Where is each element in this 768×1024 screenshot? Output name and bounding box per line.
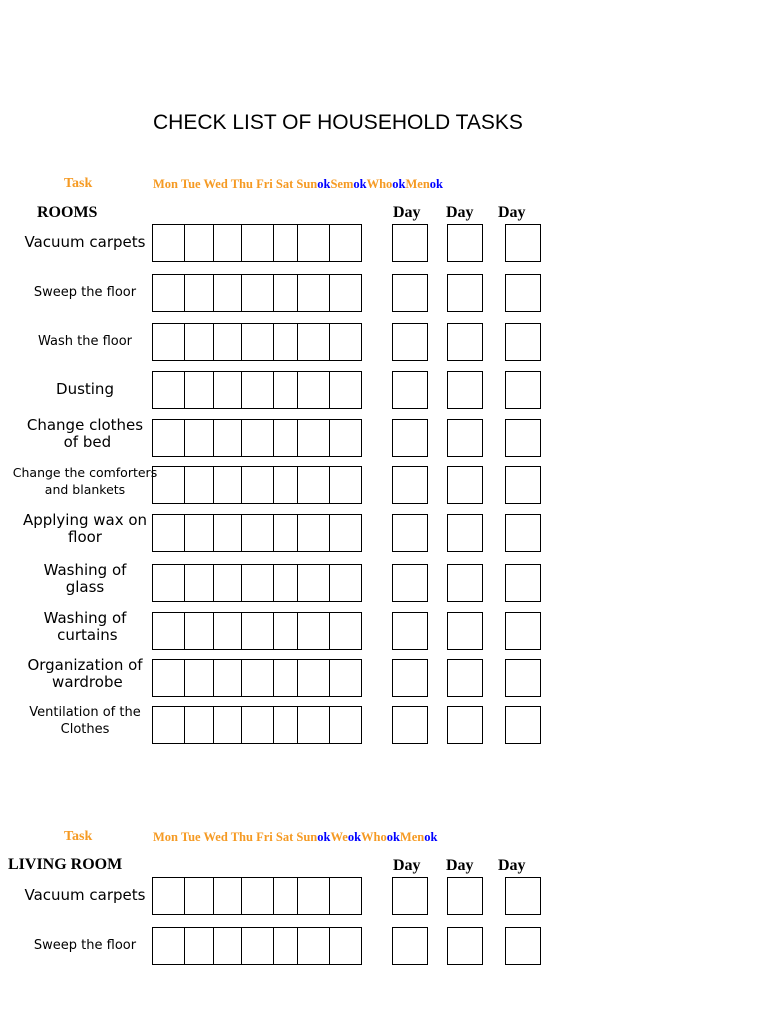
weekday-checkbox[interactable] [273, 225, 274, 261]
weekday-checkbox-grid [152, 224, 362, 262]
weekday-checkbox[interactable] [241, 707, 242, 743]
task-label [10, 704, 160, 738]
day-checkbox[interactable] [392, 371, 428, 409]
day-checkbox[interactable] [447, 514, 483, 552]
weekday-checkbox[interactable] [184, 372, 185, 408]
weekday-checkbox[interactable] [184, 707, 185, 743]
weekday-header-part: ok [424, 830, 438, 844]
weekday-checkbox-grid [152, 564, 362, 602]
task-label-line: Washing of [43, 561, 127, 579]
weekday-checkbox[interactable] [184, 878, 185, 914]
task-label-line: Washing of [43, 609, 127, 627]
weekday-header-part: Sat [275, 830, 297, 844]
task-label-line: Applying wax on [22, 511, 148, 529]
weekday-checkbox-grid [152, 323, 362, 361]
weekday-checkbox[interactable] [241, 420, 242, 456]
day-checkbox[interactable] [505, 224, 541, 262]
weekday-checkbox[interactable] [241, 324, 242, 360]
day-checkbox[interactable] [447, 224, 483, 262]
weekday-checkbox[interactable] [213, 324, 214, 360]
weekday-checkbox[interactable] [184, 420, 185, 456]
weekday-header-part: Fri [256, 830, 276, 844]
weekday-checkbox[interactable] [273, 707, 274, 743]
weekday-header-part: ok [347, 830, 362, 844]
day-checkbox[interactable] [392, 514, 428, 552]
weekday-checkbox[interactable] [273, 613, 274, 649]
weekday-checkbox[interactable] [273, 275, 274, 311]
day-checkbox[interactable] [447, 323, 483, 361]
weekday-checkbox[interactable] [329, 372, 330, 408]
page-title: CHECK LIST OF HOUSEHOLD TASKS [153, 111, 523, 134]
day-checkbox[interactable] [505, 927, 541, 965]
weekday-checkbox-grid [152, 514, 362, 552]
weekday-header-part: Sun [296, 830, 318, 844]
day-checkbox[interactable] [505, 564, 541, 602]
day-checkbox[interactable] [447, 612, 483, 650]
weekday-checkbox[interactable] [329, 613, 330, 649]
task-label-line: of bed [58, 433, 112, 451]
weekday-checkbox[interactable] [329, 324, 330, 360]
weekday-checkbox[interactable] [241, 565, 242, 601]
weekday-checkbox[interactable] [297, 928, 298, 964]
weekday-checkbox[interactable] [273, 515, 274, 551]
weekday-header-part: ok [386, 830, 400, 844]
task-label-line: Sweep the floor [33, 938, 137, 953]
day-column-label: Day [446, 204, 474, 221]
task-label [10, 284, 160, 301]
weekday-checkbox-grid [152, 706, 362, 744]
weekday-checkbox[interactable] [213, 275, 214, 311]
day-checkbox[interactable] [392, 927, 428, 965]
day-checkbox[interactable] [447, 659, 483, 697]
weekday-checkbox[interactable] [184, 660, 185, 696]
weekday-checkbox[interactable] [213, 467, 214, 503]
task-label-line: Ventilation of the [29, 705, 141, 720]
task-label-line: Change clothes [26, 416, 144, 434]
day-checkbox[interactable] [392, 706, 428, 744]
day-checkbox[interactable] [447, 274, 483, 312]
day-checkbox[interactable] [505, 466, 541, 504]
weekday-checkbox[interactable] [213, 372, 214, 408]
weekday-checkbox[interactable] [329, 275, 330, 311]
weekday-checkbox[interactable] [184, 324, 185, 360]
weekday-header-part: Sem [330, 177, 354, 191]
task-label [10, 512, 160, 546]
weekday-checkbox[interactable] [241, 928, 242, 964]
weekday-checkbox[interactable] [273, 878, 274, 914]
weekday-checkbox[interactable] [213, 613, 214, 649]
weekday-checkbox[interactable] [213, 928, 214, 964]
weekday-header-part: ok [392, 177, 406, 191]
weekday-checkbox[interactable] [213, 878, 214, 914]
weekday-checkbox[interactable] [241, 613, 242, 649]
weekday-checkbox[interactable] [213, 565, 214, 601]
weekday-checkbox[interactable] [241, 878, 242, 914]
weekday-checkbox[interactable] [241, 225, 242, 261]
weekday-checkbox[interactable] [297, 565, 298, 601]
day-checkbox[interactable] [505, 371, 541, 409]
weekday-header-part: ok [317, 177, 331, 191]
weekday-checkbox[interactable] [184, 565, 185, 601]
weekday-checkbox[interactable] [213, 225, 214, 261]
weekday-checkbox[interactable] [273, 565, 274, 601]
weekday-checkbox[interactable] [297, 707, 298, 743]
day-checkbox[interactable] [392, 659, 428, 697]
task-label [10, 234, 160, 251]
weekday-checkbox-grid [152, 371, 362, 409]
task-label [10, 333, 160, 350]
task-label-line: curtains [52, 626, 118, 644]
weekday-header-part: Men [399, 830, 425, 844]
day-checkbox[interactable] [392, 274, 428, 312]
task-label [10, 610, 160, 644]
weekday-checkbox[interactable] [297, 878, 298, 914]
weekday-checkbox[interactable] [241, 275, 242, 311]
weekday-checkbox[interactable] [241, 467, 242, 503]
weekday-checkbox[interactable] [329, 420, 330, 456]
weekday-header-part: Thu [230, 830, 257, 844]
weekday-header-part: Mon [153, 830, 181, 844]
day-checkbox[interactable] [392, 224, 428, 262]
task-label-line: Vacuum carpets [24, 886, 146, 904]
weekday-checkbox[interactable] [329, 707, 330, 743]
weekday-checkbox[interactable] [184, 467, 185, 503]
weekday-checkbox[interactable] [273, 372, 274, 408]
weekday-checkbox[interactable] [184, 225, 185, 261]
weekday-checkbox-grid [152, 612, 362, 650]
weekday-checkbox[interactable] [297, 613, 298, 649]
task-label-line: Sweep the floor [33, 285, 137, 300]
weekday-checkbox[interactable] [213, 420, 214, 456]
weekday-checkbox[interactable] [329, 565, 330, 601]
task-label-line: wardrobe [47, 673, 123, 691]
weekday-header-part: ok [429, 177, 443, 191]
weekday-checkbox[interactable] [213, 515, 214, 551]
day-checkbox[interactable] [447, 706, 483, 744]
task-label-line: glass [65, 578, 105, 596]
weekday-checkbox[interactable] [241, 515, 242, 551]
weekday-checkbox[interactable] [241, 660, 242, 696]
weekday-checkbox[interactable] [297, 324, 298, 360]
weekday-checkbox[interactable] [297, 660, 298, 696]
weekday-header-part: Who [361, 830, 387, 844]
weekday-checkbox[interactable] [273, 324, 274, 360]
day-checkbox[interactable] [505, 659, 541, 697]
weekday-header-part: Wed [203, 177, 231, 191]
weekday-checkbox[interactable] [213, 660, 214, 696]
weekday-checkbox[interactable] [297, 515, 298, 551]
day-checkbox[interactable] [392, 564, 428, 602]
day-checkbox[interactable] [392, 466, 428, 504]
task-label [10, 417, 160, 451]
weekday-checkbox[interactable] [184, 515, 185, 551]
weekday-header-part: Thu [230, 177, 257, 191]
task-label-line: Clothes [60, 722, 110, 737]
day-checkbox[interactable] [447, 466, 483, 504]
day-checkbox[interactable] [505, 877, 541, 915]
task-label-line: and blankets [44, 482, 126, 497]
day-checkbox[interactable] [392, 877, 428, 915]
weekday-checkbox[interactable] [273, 467, 274, 503]
weekday-checkbox[interactable] [241, 372, 242, 408]
day-checkbox[interactable] [392, 419, 428, 457]
weekday-checkbox[interactable] [213, 707, 214, 743]
task-column-header: Task [64, 829, 93, 844]
weekday-checkbox-grid [152, 466, 362, 504]
weekday-header-part: Tue [180, 177, 204, 191]
weekday-checkbox[interactable] [184, 928, 185, 964]
weekday-checkbox[interactable] [297, 372, 298, 408]
day-column-label: Day [498, 204, 526, 221]
section-title: LIVING ROOM [8, 856, 123, 873]
weekday-header-part: Who [366, 177, 393, 191]
task-label-line: Organization of [27, 656, 143, 674]
day-checkbox[interactable] [447, 371, 483, 409]
weekday-checkbox[interactable] [273, 420, 274, 456]
day-column-label: Day [498, 857, 526, 874]
weekday-checkbox[interactable] [329, 660, 330, 696]
day-checkbox[interactable] [505, 706, 541, 744]
weekday-checkbox[interactable] [273, 660, 274, 696]
day-checkbox[interactable] [447, 564, 483, 602]
section-title: ROOMS [37, 204, 98, 221]
day-checkbox[interactable] [447, 927, 483, 965]
task-label [10, 657, 160, 691]
weekday-checkbox[interactable] [184, 275, 185, 311]
weekday-checkbox[interactable] [297, 467, 298, 503]
weekday-header-part: Men [405, 177, 430, 191]
task-label [10, 562, 160, 596]
weekday-checkbox-grid [152, 274, 362, 312]
weekday-header-part: Fri [256, 177, 276, 191]
task-column-header: Task [64, 176, 93, 191]
weekday-header [153, 177, 443, 192]
weekday-checkbox[interactable] [329, 878, 330, 914]
weekday-header-part: Mon [153, 177, 181, 191]
task-label-line: Wash the floor [37, 334, 133, 349]
task-label [10, 464, 160, 498]
weekday-header [153, 830, 437, 845]
day-checkbox[interactable] [505, 612, 541, 650]
weekday-checkbox-grid [152, 927, 362, 965]
day-checkbox[interactable] [505, 323, 541, 361]
weekday-checkbox-grid [152, 419, 362, 457]
task-label-line: Vacuum carpets [24, 233, 146, 251]
weekday-checkbox[interactable] [297, 275, 298, 311]
day-checkbox[interactable] [392, 612, 428, 650]
weekday-checkbox-grid [152, 659, 362, 697]
task-label-line: Dusting [56, 380, 114, 398]
day-checkbox[interactable] [505, 419, 541, 457]
day-column-label: Day [446, 857, 474, 874]
weekday-checkbox[interactable] [297, 225, 298, 261]
weekday-checkbox[interactable] [329, 928, 330, 964]
weekday-checkbox[interactable] [184, 613, 185, 649]
task-label [10, 887, 160, 904]
weekday-checkbox-grid [152, 877, 362, 915]
weekday-checkbox[interactable] [329, 225, 330, 261]
weekday-header-part: We [330, 830, 348, 844]
day-checkbox[interactable] [505, 274, 541, 312]
day-checkbox[interactable] [447, 419, 483, 457]
day-column-label: Day [393, 857, 421, 874]
task-label [10, 937, 160, 954]
weekday-checkbox[interactable] [329, 515, 330, 551]
weekday-header-part: ok [317, 830, 331, 844]
day-checkbox[interactable] [505, 514, 541, 552]
task-label [10, 381, 160, 398]
weekday-header-part: Tue [180, 830, 204, 844]
day-checkbox[interactable] [392, 323, 428, 361]
weekday-header-part: Wed [203, 830, 231, 844]
weekday-checkbox[interactable] [297, 420, 298, 456]
task-label-line: Change the comforters [12, 465, 158, 480]
weekday-checkbox[interactable] [273, 928, 274, 964]
day-column-label: Day [393, 204, 421, 221]
weekday-header-part: Sun [296, 177, 318, 191]
weekday-checkbox[interactable] [329, 467, 330, 503]
day-checkbox[interactable] [447, 877, 483, 915]
weekday-header-part: ok [353, 177, 367, 191]
weekday-header-part: Sat [275, 177, 297, 191]
task-label-line: floor [68, 528, 102, 546]
